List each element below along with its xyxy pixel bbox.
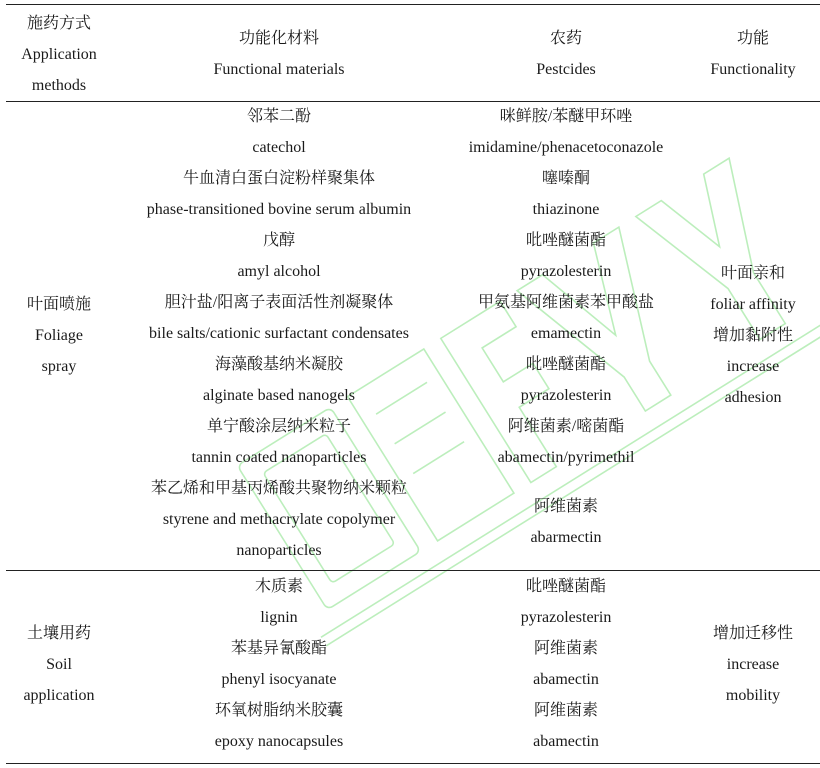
material-line: epoxy nanocapsules <box>214 733 344 750</box>
header-function <box>686 23 820 85</box>
pesticide-line: 咪鲜胺/苯醚甲环唑 <box>499 108 633 125</box>
table-top-rule <box>6 4 820 5</box>
header-method-line: Application <box>21 46 97 63</box>
group-soil-pesticides <box>446 571 686 757</box>
function-line: 叶面亲和 <box>720 265 785 282</box>
method-line: 叶面喷施 <box>26 296 91 313</box>
pesticide-line: pyrazolesterin <box>520 387 612 404</box>
material-line: 邻苯二酚 <box>246 108 311 125</box>
pesticide-line: 阿维菌素 <box>533 702 598 719</box>
material-line: bile salts/cationic surfactant condensates <box>149 325 409 342</box>
pesticide-line: 吡唑醚菌酯 <box>525 356 606 373</box>
header-method-line: 施药方式 <box>26 15 91 32</box>
pesticide-line: abamectin/pyrimethil <box>497 449 635 466</box>
material-line: amyl alcohol <box>237 263 321 280</box>
pesticide-line: 阿维菌素/嘧菌酯 <box>507 418 625 435</box>
pesticide-line: 阿维菌素 <box>533 498 598 515</box>
header-material-line: 功能化材料 <box>238 30 319 47</box>
pesticide-line: 甲氨基阿维菌素苯甲酸盐 <box>477 294 654 311</box>
function-line: foliar affinity <box>710 296 796 313</box>
table-bottom-rule <box>6 763 820 764</box>
pesticide-line: emamectin <box>530 325 602 342</box>
header-pesticide-line: Pestcides <box>536 61 596 78</box>
pesticide-line: 噻嗪酮 <box>541 170 590 187</box>
material-line: 牛血清白蛋白淀粉样聚集体 <box>182 170 375 187</box>
group-foliage-function <box>686 258 820 413</box>
group-soil-method <box>6 618 112 711</box>
method-line: Foliage <box>35 327 83 344</box>
group-foliage-materials <box>112 101 446 566</box>
method-line: application <box>23 687 95 704</box>
material-line: 木质素 <box>254 578 303 595</box>
method-line: Soil <box>46 656 72 673</box>
group-soil-materials <box>112 571 446 757</box>
group-foliage-pesticides <box>446 101 686 473</box>
material-line: 海藻酸基纳米凝胶 <box>214 356 343 373</box>
pesticide-line: pyrazolesterin <box>520 263 612 280</box>
pesticide-line: abarmectin <box>530 529 602 546</box>
function-line: mobility <box>725 687 781 704</box>
material-line: 苯基异氰酸酯 <box>230 640 327 657</box>
function-line: increase <box>726 656 780 673</box>
header-material-line: Functional materials <box>213 61 345 78</box>
header-material <box>112 23 446 85</box>
pesticide-line: 吡唑醚菌酯 <box>525 578 606 595</box>
function-line: adhesion <box>724 389 782 406</box>
method-line: spray <box>41 358 77 375</box>
header-function-line: Functionality <box>710 61 796 78</box>
group-foliage-pesticide-last <box>446 491 686 553</box>
material-line: alginate based nanogels <box>203 387 355 404</box>
function-line: 增加迁移性 <box>712 625 793 642</box>
material-line: 戊醇 <box>262 232 295 249</box>
group-soil-function <box>686 618 820 711</box>
function-line: increase <box>726 358 780 375</box>
pesticide-line: abamectin <box>533 733 599 750</box>
header-pesticide <box>446 23 686 85</box>
material-line: phenyl isocyanate <box>221 671 337 688</box>
pesticide-line: 吡唑醚菌酯 <box>525 232 606 249</box>
material-line: 单宁酸涂层纳米粒子 <box>206 418 351 435</box>
header-function-line: 功能 <box>736 30 769 47</box>
header-pesticide-line: 农药 <box>549 30 582 47</box>
material-line: 胆汁盐/阳离子表面活性剂凝聚体 <box>164 294 394 311</box>
material-line: styrene and methacrylate copolymer <box>162 511 396 528</box>
pesticide-line: pyrazolesterin <box>520 609 612 626</box>
material-line: 苯乙烯和甲基丙烯酸共聚物纳米颗粒 <box>150 480 407 497</box>
material-line: phase-transitioned bovine serum albumin <box>146 201 412 218</box>
material-line: lignin <box>260 609 298 626</box>
header-method <box>6 8 112 101</box>
function-line: 增加黏附性 <box>712 327 793 344</box>
pesticide-line: 阿维菌素 <box>533 640 598 657</box>
group-foliage-method <box>6 289 112 382</box>
pesticide-line: thiazinone <box>532 201 600 218</box>
material-line: nanoparticles <box>236 542 322 559</box>
material-line: 环氧树脂纳米胶囊 <box>214 702 343 719</box>
method-line: 土壤用药 <box>26 625 91 642</box>
pesticide-line: imidamine/phenacetoconazole <box>468 139 664 156</box>
material-line: catechol <box>252 139 306 156</box>
material-line: tannin coated nanoparticles <box>191 449 367 466</box>
header-method-line: methods <box>31 77 87 94</box>
pesticide-line: abamectin <box>533 671 599 688</box>
